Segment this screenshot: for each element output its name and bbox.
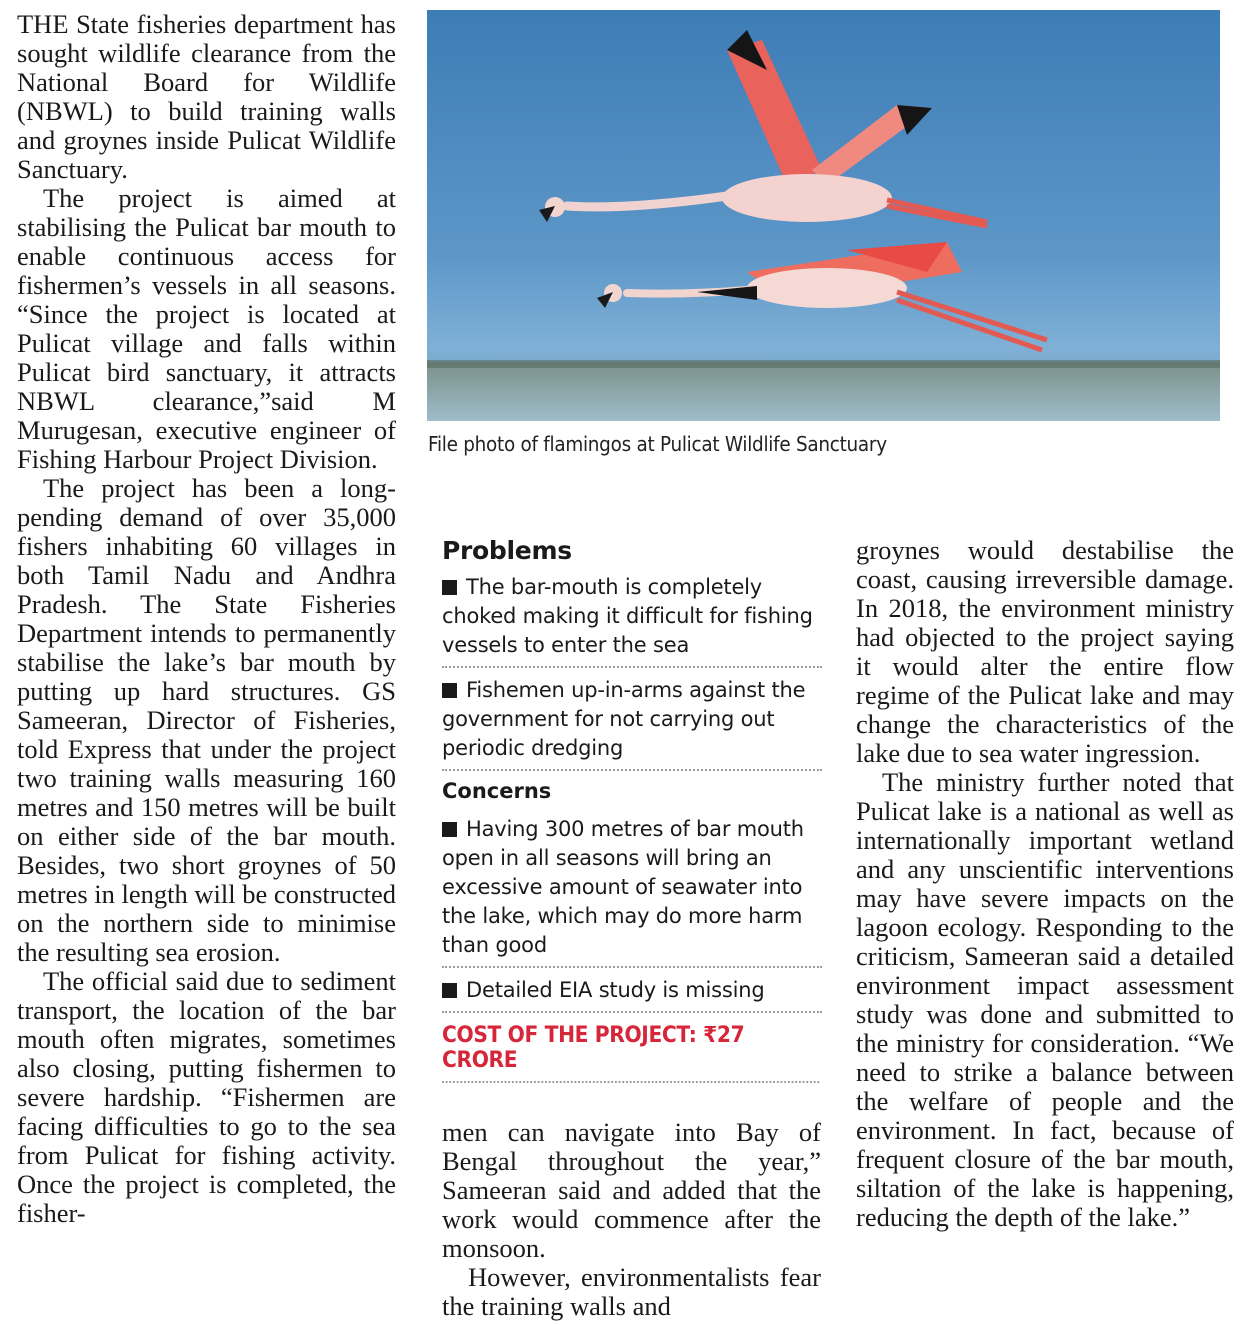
square-bullet-icon: [442, 683, 457, 698]
article-paragraph: men can navigate into Bay of Bengal throughout the year,” Sameeran said and added that the work would commence after the monsoon.: [442, 1117, 821, 1263]
flamingo-illustration: [427, 10, 1220, 421]
concern-item: [442, 815, 822, 968]
concern-item: [442, 976, 822, 1013]
article-paragraph: The project has been a long-pending demand of over 35,000 fishers inhabiting 60 villages in both Tamil Nadu and Andhra Pradesh. The State Fisheries Department intends to permanently stabilise the lake’s bar mouth by putting up hard structures. GS Sameeran, Director of Fisheries, told Express that under the project two training walls measuring 160 metres and 150 metres will be built on either side of the bar mouth. Besides, two short groynes of 50 metres in length will be constructed on the northern side to minimise the resulting sea erosion.: [17, 473, 396, 967]
article-paragraph: However, environmentalists fear the training walls and: [442, 1262, 821, 1321]
photo-caption: File photo of flamingos at Pulicat Wildlife Sanctuary: [428, 432, 887, 456]
article-column-left: [17, 10, 396, 1228]
problem-item: [442, 676, 822, 771]
article-paragraph: groynes would destabilise the coast, causing irreversible damage. In 2018, the environment ministry had objected to the project saying it would alter the entire flow regime of the Pulicat lake and may change the characteristics of the lake due to sea water ingression.: [856, 535, 1234, 768]
concerns-heading: Concerns: [442, 779, 552, 803]
article-paragraph: THE State fisheries department has sought wildlife clearance from the National Board for Wildlife (NBWL) to build training walls and groynes inside Pulicat Wildlife Sanctuary.: [17, 9, 396, 184]
article-paragraph: The ministry further noted that Pulicat lake is a national as well as internationally important wetland and any unscientific interventions may have severe impacts on the lagoon ecology. Responding to the criticism, Sameeran said a detailed environment impact assessment study was done and submitted to the ministry for consideration. “We need to strike a balance between the welfare of people and the environment. In fact, because of frequent closure of the bar mouth, siltation of the lake is happening, reducing the depth of the lake.”: [856, 767, 1234, 1232]
article-paragraph: The official said due to sediment transport, the location of the bar mouth often migrates, sometimes also closing, putting fishermen to severe hardship. “Fishermen are facing difficulties to go to the sea from Pulicat for fishing activity. Once the project is completed, the fisher-: [17, 966, 396, 1228]
concern-text: Having 300 metres of bar mouth open in all seasons will bring an excessive amount of seawater into the lake, which may do more harm than good: [442, 817, 804, 957]
flamingo-photo: [427, 10, 1220, 421]
problem-text: The bar-mouth is completely choked making it difficult for fishing vessels to enter the sea: [442, 575, 813, 657]
project-cost: COST OF THE PROJECT: ₹27 CRORE: [442, 1021, 820, 1083]
square-bullet-icon: [442, 983, 457, 998]
square-bullet-icon: [442, 822, 457, 837]
concern-text: Detailed EIA study is missing: [466, 978, 765, 1002]
article-paragraph: The project is aimed at stabilising the Pulicat bar mouth to enable continuous access for fishermen’s vessels in all seasons. “Since the project is located at Pulicat village and falls within Pulicat bird sanctuary, it attracts NBWL clearance,”said M Murugesan, executive engineer of Fishing Harbour Project Division.: [17, 183, 396, 474]
sidebar-box: [442, 536, 822, 1083]
square-bullet-icon: [442, 580, 457, 595]
problem-text: Fishemen up-in-arms against the government for not carrying out periodic dredging: [442, 678, 806, 760]
problem-item: [442, 573, 822, 668]
article-column-right: [856, 536, 1234, 1232]
article-column-middle: [442, 1118, 821, 1321]
problems-heading: Problems: [442, 536, 572, 565]
